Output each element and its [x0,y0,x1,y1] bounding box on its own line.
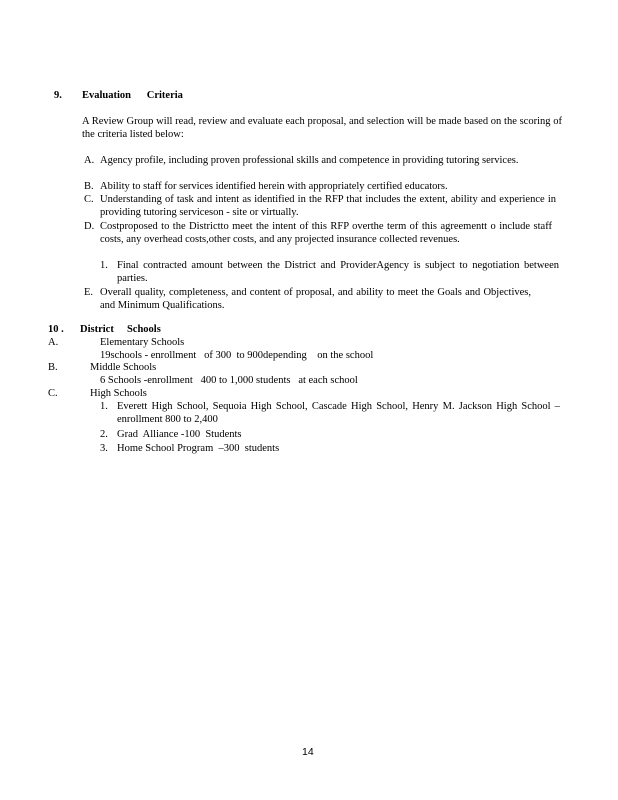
criteria-e-letter: E. [84,287,94,298]
school-b-detail: 6 Schools -enrollment 400 to 1,000 students at each school [100,375,358,386]
section-9-number: 9. [54,90,62,101]
high-school-2-text: Grad Alliance -100 Students [117,429,242,440]
criteria-c-letter: C. [84,194,94,205]
section-10-title: District Schools [80,324,161,335]
criteria-a-text: Agency profile, including proven professional skills and competence in providing tutoring services. [100,155,519,166]
school-a-letter: A. [48,337,59,348]
criteria-c-text: Understanding of task and intent as identified in the RFP that includes the extent, ability and experience in providing tutoring serviceson - site or virtually. [100,194,556,218]
section-9-intro: A Review Group will read, review and evaluate each proposal, and selection will be made based on the scoring of the criteria listed below: [82,116,562,140]
page-number: 14 [302,746,314,758]
section-10-number: 10 . [48,324,64,335]
criteria-b-text: Ability to staff for services identified herein with appropriately certified educators. [100,181,448,192]
high-school-1-number: 1. [100,401,108,412]
high-school-2-number: 2. [100,429,108,440]
criteria-d-text: Costproposed to the Districtto meet the intent of this RFP overthe term of this agreementt o include staff costs, any overhead costs,other costs, and any projected insurance collected revenues. [100,221,552,245]
section-9-title: Evaluation Criteria [82,90,183,101]
criteria-e-text: Overall quality, completeness, and content of proposal, and ability to meet the Goals and Objectives, and Minimum Qualifications. [100,287,531,311]
high-school-3-text: Home School Program –300 students [117,443,280,454]
school-b-title: Middle Schools [90,362,157,373]
criteria-d-sub-number: 1. [100,260,108,271]
criteria-d-sub-text: Final contracted amount between the District and ProviderAgency is subject to negotiation between parties. [117,260,559,284]
school-c-letter: C. [48,388,58,399]
criteria-d-letter: D. [84,221,95,232]
school-b-letter: B. [48,362,58,373]
criteria-a-letter: A. [84,155,95,166]
high-school-3-number: 3. [100,443,108,454]
high-school-1-text: Everett High School, Sequoia High School, Cascade High School, Henry M. Jackson High School –enrollment 800 to 2,400 [117,401,560,425]
school-a-title: Elementary Schools [100,337,185,348]
criteria-b-letter: B. [84,181,94,192]
school-c-title: High Schools [90,388,147,399]
school-a-detail: 19schools - enrollment of 300 to 900depending on the school [100,350,374,361]
